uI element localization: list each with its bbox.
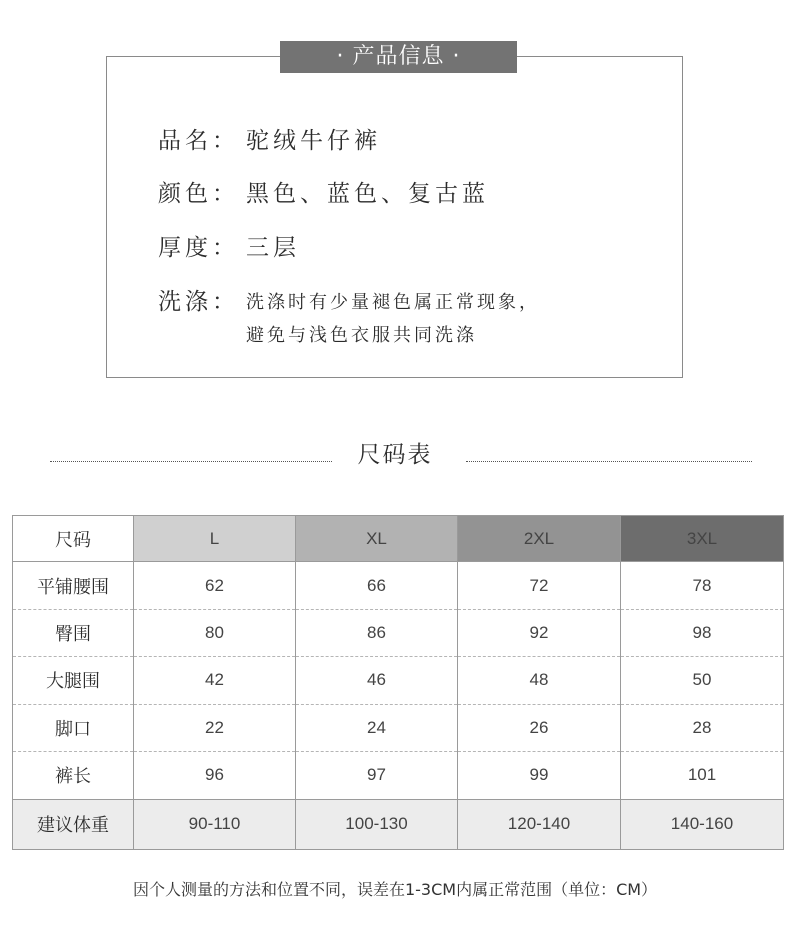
size-cell: 24 bbox=[296, 704, 458, 751]
size-cell: 46 bbox=[296, 657, 458, 704]
size-cell: 92 bbox=[458, 609, 621, 656]
size-cell: 62 bbox=[134, 562, 296, 609]
product-wash-row bbox=[158, 283, 246, 316]
size-cell: 101 bbox=[621, 752, 784, 799]
size-cell: 48 bbox=[458, 657, 621, 704]
size-row bbox=[13, 752, 784, 799]
size-cell: 42 bbox=[134, 657, 296, 704]
product-name-label: 品名： bbox=[158, 128, 239, 154]
product-wash-line-1: 洗涤时有少量褪色属正常现象， bbox=[246, 292, 540, 313]
size-cell: 86 bbox=[296, 609, 458, 656]
size-chart-title: 尺码表 bbox=[357, 442, 433, 468]
product-wash-label: 洗涤： bbox=[158, 289, 239, 315]
size-cell: 99 bbox=[458, 752, 621, 799]
size-header-3xl: 3XL bbox=[621, 516, 784, 562]
weight-row bbox=[13, 799, 784, 849]
weight-cell: 120-140 bbox=[458, 799, 621, 849]
measurement-note: 因个人测量的方法和位置不同，误差在1-3CM内属正常范围（单位：CM） bbox=[132, 880, 658, 899]
size-header-label: 尺码 bbox=[13, 516, 134, 562]
weight-cell: 140-160 bbox=[621, 799, 784, 849]
size-row-label: 裤长 bbox=[13, 752, 134, 799]
size-row bbox=[13, 704, 784, 751]
product-thickness-row bbox=[158, 229, 300, 262]
size-row bbox=[13, 562, 784, 609]
weight-cell: 90-110 bbox=[134, 799, 296, 849]
size-header-2xl: 2XL bbox=[458, 516, 621, 562]
weight-row-label: 建议体重 bbox=[13, 799, 134, 849]
product-name-value: 驼绒牛仔裤 bbox=[246, 128, 381, 154]
product-thickness-value: 三层 bbox=[246, 235, 300, 261]
size-cell: 26 bbox=[458, 704, 621, 751]
size-header-xl: XL bbox=[296, 516, 458, 562]
product-color-row bbox=[158, 175, 489, 208]
size-header-l: L bbox=[134, 516, 296, 562]
size-cell: 50 bbox=[621, 657, 784, 704]
size-cell: 80 bbox=[134, 609, 296, 656]
size-cell: 98 bbox=[621, 609, 784, 656]
product-wash-line-2: 避免与浅色衣服共同洗涤 bbox=[246, 325, 477, 346]
size-cell: 22 bbox=[134, 704, 296, 751]
size-cell: 78 bbox=[621, 562, 784, 609]
size-row-label: 脚口 bbox=[13, 704, 134, 751]
size-row-label: 大腿围 bbox=[13, 657, 134, 704]
product-color-label: 颜色： bbox=[158, 181, 239, 207]
size-header-row bbox=[13, 516, 784, 562]
size-cell: 66 bbox=[296, 562, 458, 609]
product-thickness-label: 厚度： bbox=[158, 235, 239, 261]
size-cell: 96 bbox=[134, 752, 296, 799]
title-divider-right bbox=[466, 461, 752, 462]
weight-cell: 100-130 bbox=[296, 799, 458, 849]
size-cell: 28 bbox=[621, 704, 784, 751]
product-name-row bbox=[158, 122, 381, 155]
size-table bbox=[12, 515, 784, 850]
size-cell: 72 bbox=[458, 562, 621, 609]
product-color-value: 黑色、蓝色、复古蓝 bbox=[246, 181, 489, 207]
size-cell: 97 bbox=[296, 752, 458, 799]
size-row bbox=[13, 657, 784, 704]
size-row-label: 平铺腰围 bbox=[13, 562, 134, 609]
product-info-header: · 产品信息 · bbox=[280, 41, 517, 73]
size-row-label: 臀围 bbox=[13, 609, 134, 656]
size-row bbox=[13, 609, 784, 656]
